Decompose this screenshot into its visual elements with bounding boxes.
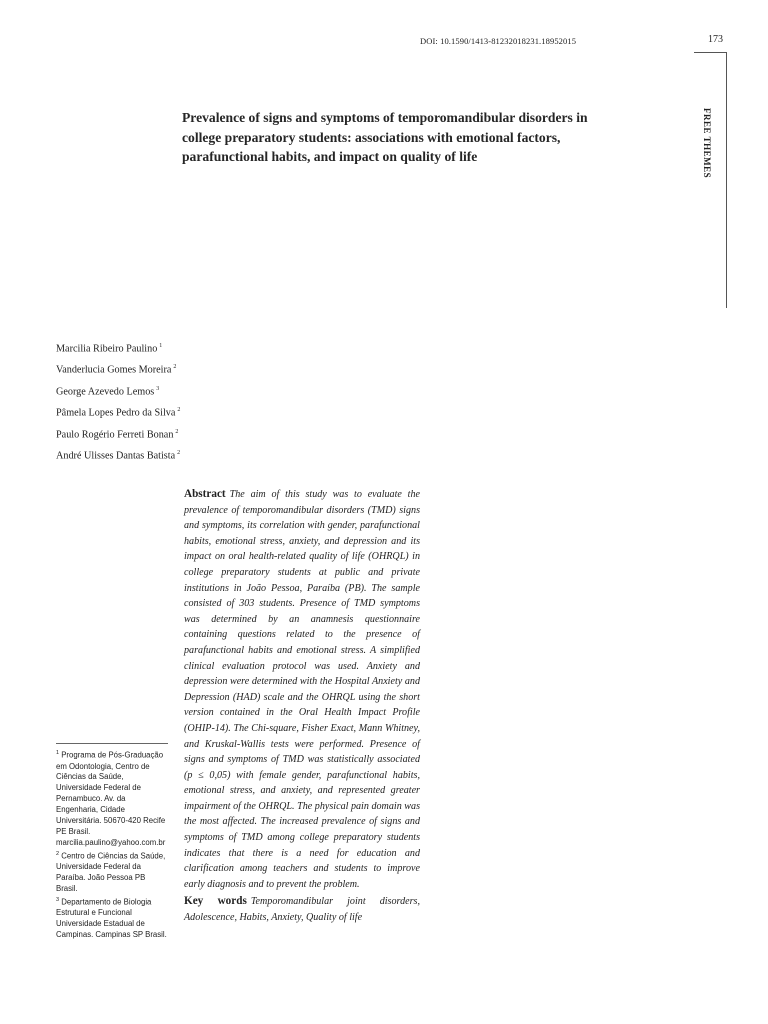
keywords <box>184 894 420 925</box>
page-number: 173 <box>708 34 723 45</box>
author: André Ulisses Dantas Batista $^2$ <box>56 449 181 462</box>
keywords-label: Key words <box>184 895 247 908</box>
keywords-text: Temporomandibular joint disorders, Adolescence, Habits, Anxiety, Quality of life <box>184 896 420 924</box>
abstract-paragraph <box>184 487 420 892</box>
author: George Azevedo Lemos $^3$ <box>56 385 160 398</box>
author: Marcilia Ribeiro Paulino $^1$ <box>56 343 163 355</box>
footnote: $^2$ Centro de Ciências da Saúde, Universidade Federal da Paraíba. João Pessoa PB Brasil. <box>56 850 166 894</box>
doi-text: DOI: 10.1590/1413-81232018231.18952015 <box>420 36 577 46</box>
author-list <box>56 337 276 465</box>
section-label: FREE THEMES <box>702 108 712 179</box>
footnote: $^3$ Departamento de Biologia Estrutural e Funcional Universidade Estadual de Campinas. Campinas SP Brasil. <box>56 896 167 940</box>
abstract-text: The aim of this study was to evaluate the prevalence of temporomandibular disorders (TMD) signs and symptoms, its correlation with gender, parafunctional habits, emotional stress, anxiety, and depression and its impact on oral health-related quality of life (OHRQL) in college preparatory students at public and private institutions in João Pessoa, Paraíba (PB). The sample consisted of 303 students. Presence of TMD symptoms was determined by an anamnesis questionnaire containing questions related to the presence of parafunctional habits and emotional stress. A simplified clinical evaluation protocol was used. Anxiety and depression were determined with the Hospital Anxiety and Depression (HAD) scale and the OHRQL using the short version contained in the Oral Health Impact Profile (OHIP-14). The Chi-square, Fisher Exact, Mann Whitney, and Kruskal-Wallis tests were performed. Presence of signs and symptoms of TMD was statistically associated (p ≤ 0,05) with female gender, parafunctional habits, emotional stress, and anxiety, and represented greater impairment of the OHRQL. The physical pain domain was the most affected. The increased prevalence of signs and symptoms of TMD among college preparatory students indicates that there is a need for education and clarification among teachers and students to improve early diagnosis and to prevent the problem. <box>184 489 420 890</box>
author: Vanderlucia Gomes Moreira $^2$ <box>56 364 177 376</box>
abstract-label: Abstract <box>184 488 226 500</box>
abstract <box>184 487 420 926</box>
side-rule <box>726 52 727 308</box>
author: Paulo Rogério Ferreti Bonan $^2$ <box>56 428 179 440</box>
footnote-rule <box>56 743 168 744</box>
affiliations <box>56 748 168 941</box>
article-title: Prevalence of signs and symptoms of temporomandibular disorders in college preparatory students: associations with emotional factors, parafunctional habits, and impact on quality of life <box>182 110 588 164</box>
author: Pâmela Lopes Pedro da Silva $^2$ <box>56 407 181 419</box>
footnote: $^1$ Programa de Pós-Graduação em Odontologia, Centro de Ciências da Saúde, Universidade Federal de Pernambuco. Av. da Engenharia, Cidade Universitária. 50670-420 Recife PE Brasil. marcilia.paulino@yahoo.com.br <box>56 750 166 847</box>
header-rule <box>694 52 727 53</box>
